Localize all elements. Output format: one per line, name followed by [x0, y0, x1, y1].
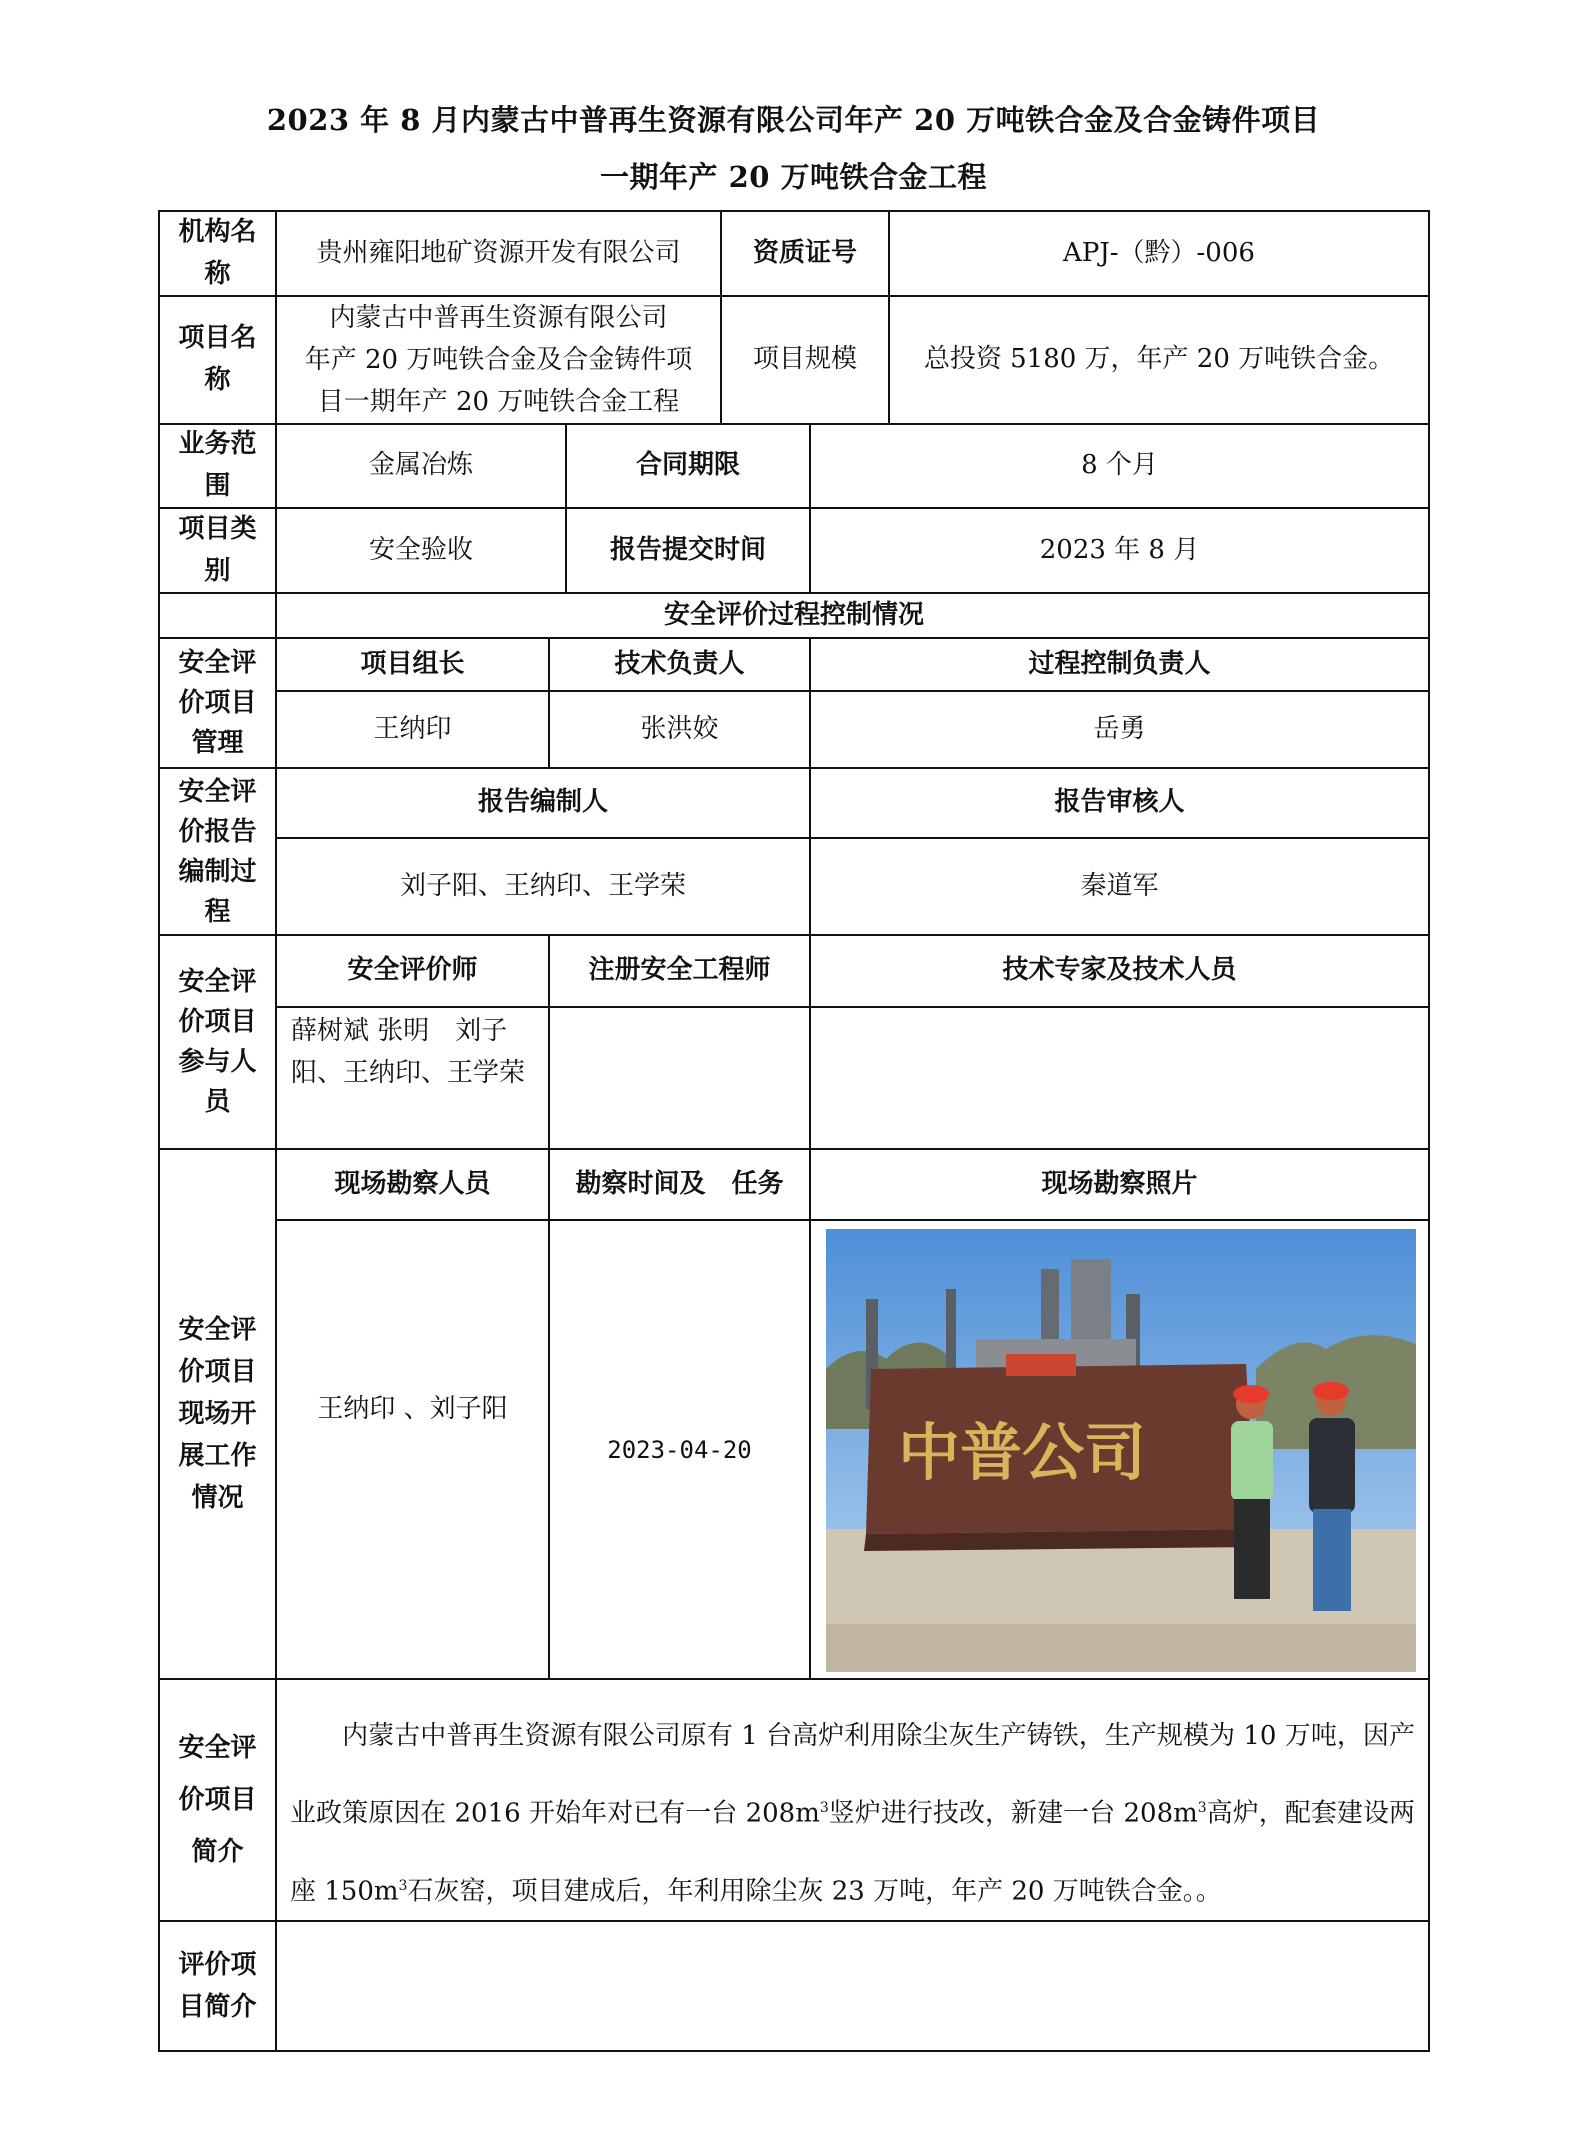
safety-evaluators: [277, 1008, 548, 1148]
evaluation-intro-label: 评价项目简介: [178, 1950, 257, 2022]
process-control-lead: 岳勇: [1093, 713, 1146, 744]
category-label: 项目类别: [178, 513, 257, 586]
category-value: 安全验收: [368, 534, 473, 565]
technical-lead: 张洪姣: [640, 713, 719, 744]
org-label: 机构名称: [178, 216, 257, 289]
evaluation-intro-value: [277, 1922, 1428, 2050]
superscript: 3: [398, 1877, 408, 1894]
business-value: 金属冶炼: [368, 450, 473, 481]
management-header: 项目组长: [360, 648, 465, 679]
project-scale-value: 总投资 5180 万，年产 20 万吨铁合金。: [923, 344, 1395, 375]
management-header: 技术负责人: [614, 648, 745, 679]
document-title-line-1: 2023 年 8 月内蒙古中普再生资源有限公司年产 20 万吨铁合金及合金铸件项目: [266, 103, 1321, 137]
project-name-value: [277, 297, 720, 423]
project-intro-text: [290, 1700, 1415, 1927]
team-leader: 王纳印: [373, 713, 452, 744]
intro-text-part: 内蒙古中普再生资源有限公司原有 1 台高炉利用除尘灰生产铸铁，生产规模为 10 万吨，因产业政策原因在 2016 开始年对已有一台 208m: [290, 1721, 1415, 1829]
management-label: 安全评价项目管理: [178, 648, 257, 758]
report-header: 报告审核人: [1054, 787, 1185, 818]
report-label: 安全评价报告编制过程: [178, 776, 257, 927]
project-name-line: 内蒙古中普再生资源有限公司: [329, 303, 668, 333]
site-staff: 王纳印 、刘子阳: [317, 1394, 508, 1425]
participants-header: 安全评价师: [347, 955, 478, 986]
project-name-line: 目一期年产 20 万吨铁合金工程: [317, 387, 680, 417]
submit-label: 报告提交时间: [609, 534, 766, 565]
report-reviewer: 秦道军: [1080, 870, 1159, 901]
superscript: 3: [819, 1800, 829, 1816]
technical-experts: [811, 1008, 1428, 1148]
cert-value: APJ-（黔）-006: [1063, 237, 1255, 268]
participants-header: 技术专家及技术人员: [1002, 955, 1237, 986]
superscript: 3: [1197, 1800, 1207, 1816]
cert-label: 资质证号: [752, 237, 857, 268]
project-intro-label: 安全评价项目简介: [178, 1733, 257, 1867]
intro-text-part: 竖炉进行技改，新建一台 208m: [828, 1798, 1198, 1829]
site-header: 现场勘察照片: [1041, 1168, 1198, 1199]
photo-sign-text: 中普公司: [898, 1416, 1147, 1489]
project-scale-label: 项目规模: [752, 344, 857, 375]
safety-evaluators-line: 阳、王纳印、王学荣: [291, 1058, 526, 1088]
site-header: 勘察时间及 任务: [575, 1168, 784, 1199]
report-authors: 刘子阳、王纳印、王学荣: [399, 870, 686, 901]
submit-value: 2023 年 8 月: [1039, 534, 1200, 565]
business-label: 业务范围: [178, 429, 257, 501]
management-header: 过程控制负责人: [1028, 648, 1211, 679]
site-header: 现场勘察人员: [334, 1168, 491, 1199]
registered-engineers: [550, 1008, 809, 1148]
intro-text-part: 石灰窑，项目建成后，年利用除尘灰 23 万吨，年产 20 万吨铁合金。。: [407, 1876, 1222, 1907]
contract-value: 8 个月: [1081, 450, 1158, 481]
project-name-label: 项目名称: [178, 323, 257, 395]
document-title-line-2: 一期年产 20 万吨铁合金工程: [599, 160, 988, 194]
survey-date: 2023-04-20: [607, 1435, 752, 1464]
site-work-label: 安全评价项目现场开展工作情况: [178, 1315, 257, 1513]
participants-header: 注册安全工程师: [588, 955, 771, 986]
safety-evaluators-line: 薛树斌 张明 刘子: [291, 1016, 508, 1046]
report-header: 报告编制人: [477, 787, 608, 818]
site-survey-photo: [826, 1229, 1416, 1672]
participants-label: 安全评价项目参与人员: [178, 967, 257, 1117]
project-name-line: 年产 20 万吨铁合金及合金铸件项: [304, 345, 693, 375]
org-name: 贵州雍阳地矿资源开发有限公司: [316, 237, 681, 268]
section-title: 安全评价过程控制情况: [663, 599, 924, 630]
intro-text-part: 高炉，配套建设两座 150m: [290, 1798, 1415, 1907]
contract-label: 合同期限: [635, 450, 740, 481]
